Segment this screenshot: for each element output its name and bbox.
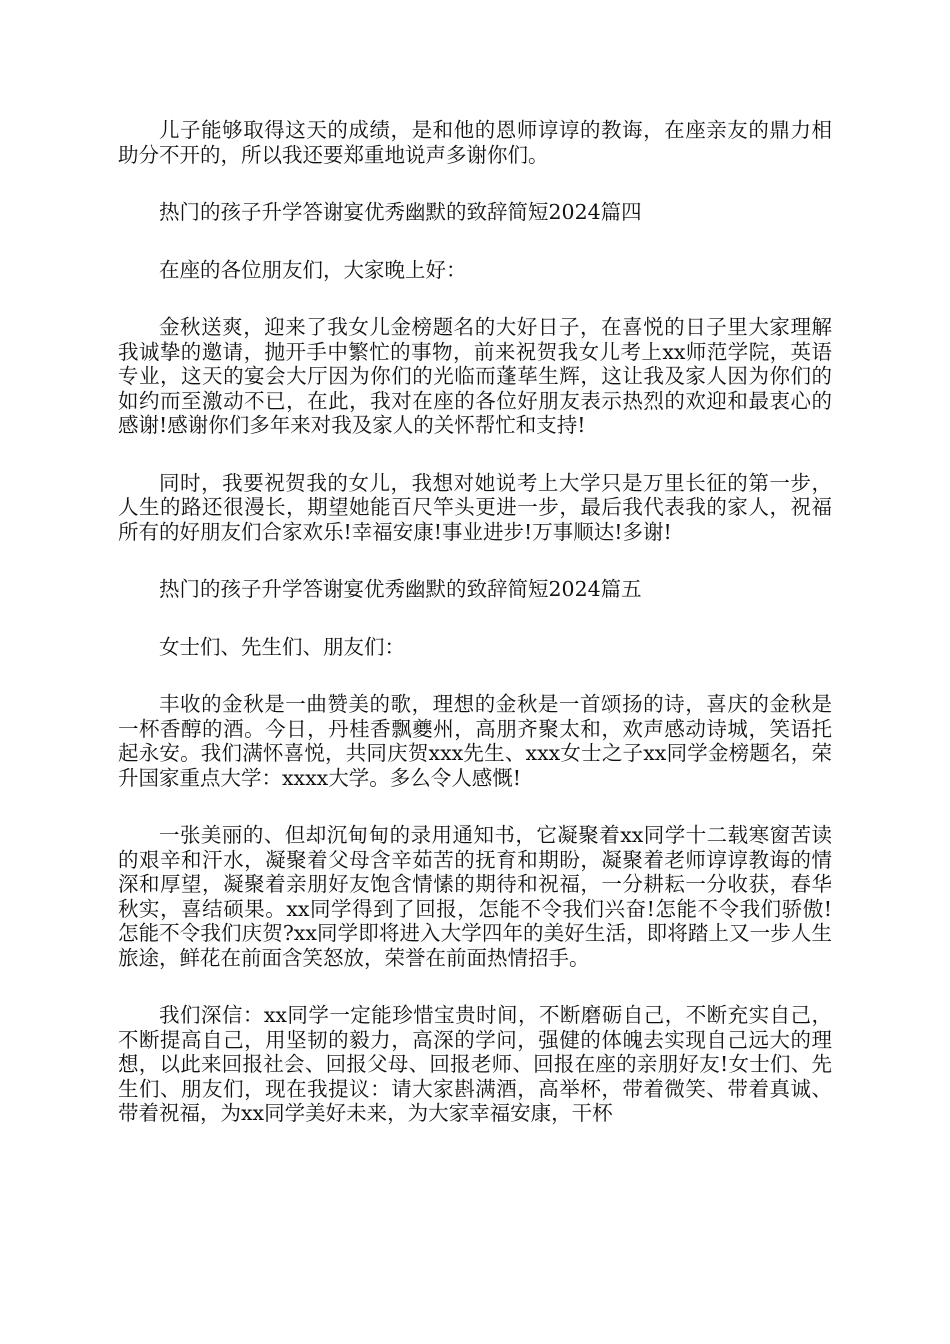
paragraph-welcome: 金秋送爽，迎来了我女儿金榜题名的大好日子，在喜悦的日子里大家理解我诚挚的邀请，抛开手中繁忙的事物，前来祝贺我女儿考上xx师范学院，英语专业，这天的宴会大厅因为你们的光临而蓬荜生辉，这让我及家人因为你们的如约而至激动不已，在此，我对在座的各位好朋友表示热烈的欢迎和最衷心的感谢!感谢你们多年来对我及家人的关怀帮忙和支持! xyxy=(118,315,832,437)
paragraph-toast: 我们深信：xx同学一定能珍惜宝贵时间，不断磨砺自己，不断充实自己，不断提高自己，用坚韧的毅力，高深的学问，强健的体魄去实现自己远大的理想，以此来回报社会、回报父母、回报老师、回报在座的亲朋好友!女士们、先生们、朋友们，现在我提议：请大家斟满酒，高举杯，带着微笑、带着真诚、带着祝福，为xx同学美好未来，为大家幸福安康，干杯 xyxy=(118,1003,832,1125)
section-heading-part-four: 热门的孩子升学答谢宴优秀幽默的致辞简短2024篇四 xyxy=(159,200,642,224)
paragraph-greeting: 在座的各位朋友们，大家晚上好： xyxy=(159,257,467,282)
paragraph-admission-letter: 一张美丽的、但却沉甸甸的录用通知书，它凝聚着xx同学十二载寒窗苦读的艰辛和汗水，凝聚着父母含辛茹苦的抚育和期盼，凝聚着老师谆谆教诲的情深和厚望，凝聚着亲朋好友饱含情愫的期待和祝福，一分耕耘一分收获，春华秋实，喜结硕果。xx同学得到了回报，怎能不令我们兴奋!怎能不令我们骄傲!怎能不令我们庆贺?xx同学即将进入大学四年的美好生活，即将踏上又一步人生旅途，鲜花在前面含笑怒放，荣誉在前面热情招手。 xyxy=(118,823,832,970)
document-body xyxy=(118,118,832,1159)
paragraph-harvest: 丰收的金秋是一曲赞美的歌，理想的金秋是一首颂扬的诗，喜庆的金秋是一杯香醇的酒。今日，丹桂香飘夔州，高朋齐聚太和，欢声感动诗城，笑语托起永安。我们满怀喜悦，共同庆贺xxx先生、xxx女士之子xx同学金榜题名，荣升国家重点大学：xxxx大学。多么令人感慨! xyxy=(118,692,832,790)
section-heading-part-five: 热门的孩子升学答谢宴优秀幽默的致辞简短2024篇五 xyxy=(159,577,642,601)
paragraph-closing-thanks: 儿子能够取得这天的成绩，是和他的恩师谆谆的教诲，在座亲友的鼎力相助分不开的，所以我还要郑重地说声多谢你们。 xyxy=(118,118,832,167)
paragraph-salutation: 女士们、先生们、朋友们： xyxy=(159,634,405,659)
paragraph-blessing: 同时，我要祝贺我的女儿，我想对她说考上大学只是万里长征的第一步，人生的路还很漫长，期望她能百尺竿头更进一步，最后我代表我的家人，祝福所有的好朋友们合家欢乐!幸福安康!事业进步!万事顺达!多谢! xyxy=(118,470,832,544)
